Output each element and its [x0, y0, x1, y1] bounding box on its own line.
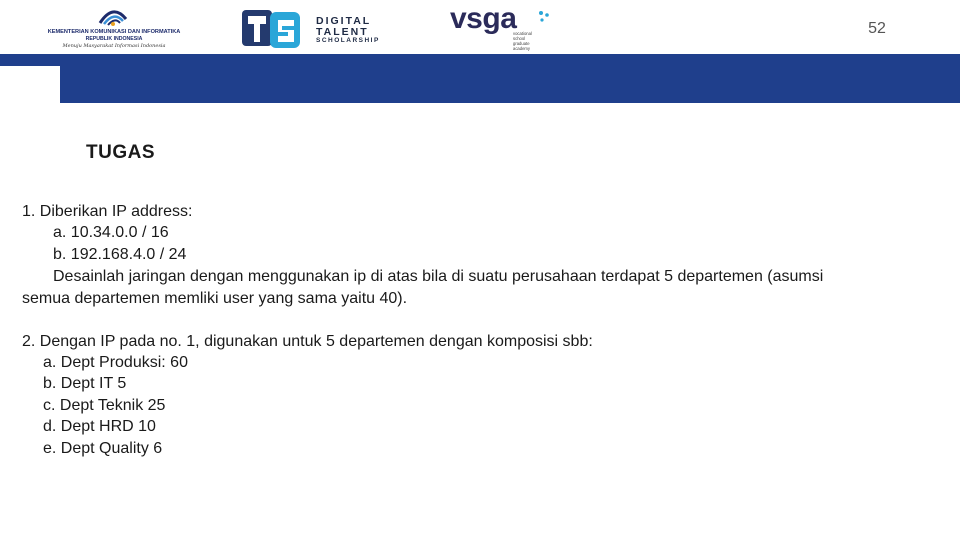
q2-intro: 2. Dengan IP pada no. 1, digunakan untuk 5 departemen dengan komposisi sbb: [22, 333, 593, 350]
vsga-wordmark: vsga [450, 2, 517, 35]
kominfo-motto: Menuju Masyarakat Informasi Indonesia [62, 43, 166, 49]
q2-item-teknik: c. Dept Teknik 25 [43, 397, 166, 414]
q2-item-it: b. Dept IT 5 [43, 375, 127, 392]
q1-task-line1: Desainlah jaringan dengan menggunakan ip di atas bila di suatu perusahaan terdapat 5 departemen (asumsi [53, 268, 824, 285]
vsga-tagline [513, 31, 532, 51]
q2-item-hrd: d. Dept HRD 10 [43, 418, 156, 435]
vsga-tagline-3: graduate [513, 41, 530, 46]
q1-intro: 1. Diberikan IP address: [22, 203, 193, 220]
vsga-dots-icon [538, 10, 550, 24]
kominfo-logo [38, 5, 190, 49]
vsga-logo [448, 2, 558, 54]
q1-option-b: b. 192.168.4.0 / 24 [53, 246, 187, 263]
vsga-tagline-2: school [513, 36, 526, 41]
dts-cube-icon [240, 6, 306, 52]
q1-option-a: a. 10.34.0.0 / 16 [53, 224, 169, 241]
page-title: TUGAS [86, 142, 155, 163]
vsga-tagline-4: academy [513, 46, 530, 51]
kominfo-emblem-icon [96, 5, 130, 27]
kominfo-line1: KEMENTERIAN KOMUNIKASI DAN INFORMATIKA [47, 29, 181, 35]
q2-item-produksi: a. Dept Produksi: 60 [43, 354, 188, 371]
vsga-tagline-1: vocational [513, 31, 532, 36]
header-band [60, 54, 960, 103]
dts-word-digital: DIGITAL [316, 15, 372, 27]
dts-word-scholarship: SCHOLARSHIP [316, 37, 380, 44]
q1-task-line2: semua departemen memliki user yang sama yaitu 40). [22, 290, 408, 307]
digital-talent-logo [240, 6, 410, 52]
page-number: 52 [868, 20, 886, 37]
kominfo-line2: REPUBLIK INDONESIA [85, 36, 143, 42]
dts-word-talent: TALENT [316, 26, 369, 38]
q2-item-quality: e. Dept Quality 6 [43, 440, 163, 457]
